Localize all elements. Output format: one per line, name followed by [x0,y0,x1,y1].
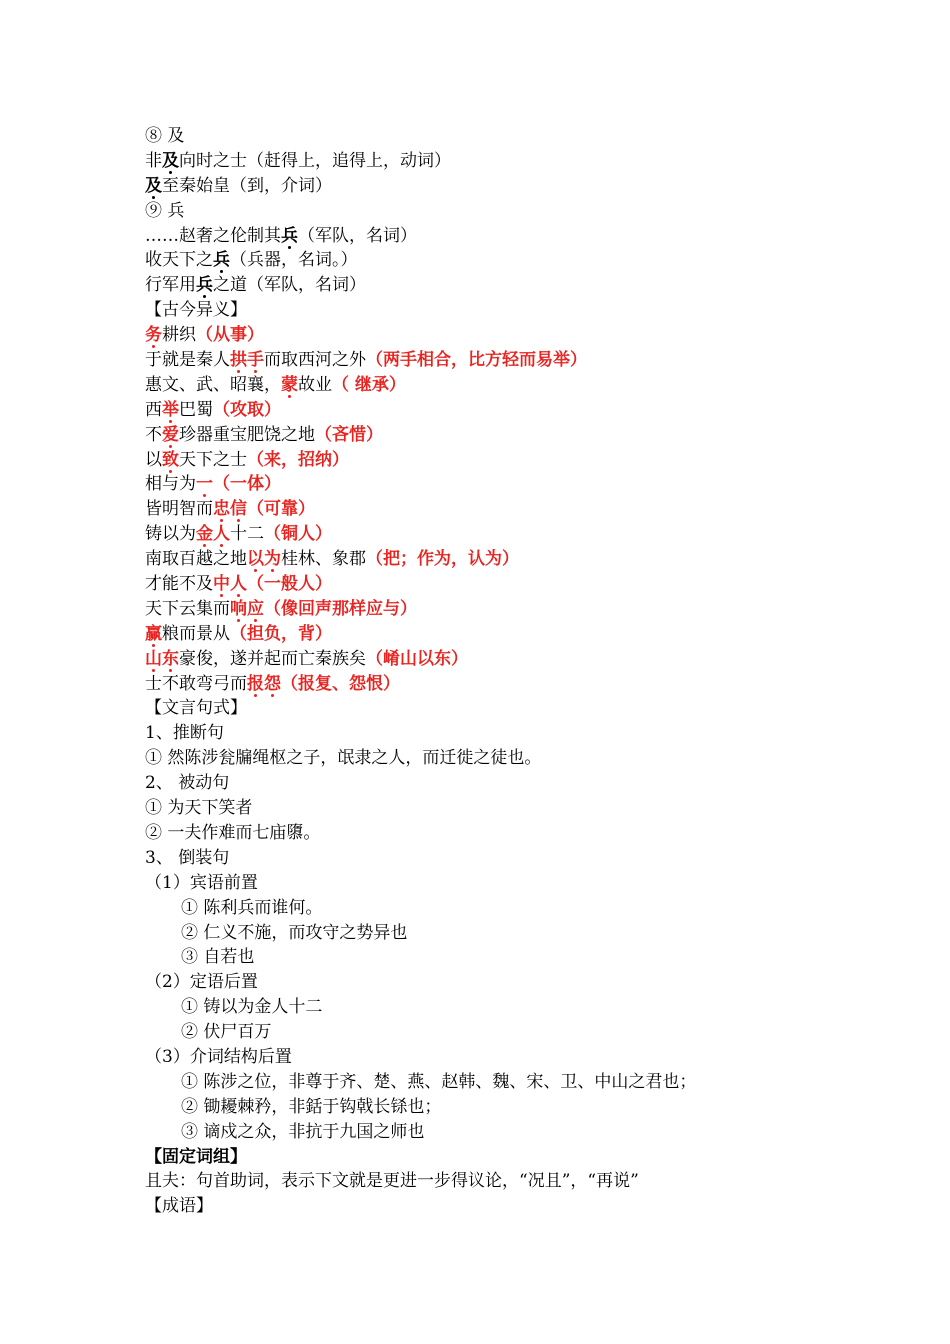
text-segment: 3、 倒装句 [145,847,230,868]
highlight-text: 蒙 [281,374,298,395]
text-line [145,672,925,697]
text-line [145,1194,925,1219]
text-segment: （3）介词结构后置 [145,1046,292,1067]
text-segment: 收天下之 [145,250,213,271]
text-segment: 耕织 [162,325,196,346]
text-segment: ① 陈利兵而谁何。 [181,897,323,918]
text-segment: ③ 谪戍之众，非抗于九国之师也 [181,1121,425,1142]
text-segment: 惠文、武、昭襄， [145,374,281,395]
text-line [145,373,925,398]
text-line [145,796,925,821]
text-line [145,995,925,1020]
text-segment: 之道（军队，名词） [213,275,366,296]
text-segment: 十二 [230,524,264,545]
highlight-text: 报怨 [247,673,281,694]
text-line [145,1095,925,1120]
text-line [145,423,925,448]
text-segment: ① 铸以为金人十二 [181,997,323,1018]
text-segment: 及 [162,150,179,171]
text-line [145,199,925,224]
text-segment: ② 仁义不施，而攻守之势异也 [181,922,408,943]
text-segment: ② 伏尸百万 [181,1022,272,1043]
text-segment: 巴蜀 [179,399,213,420]
text-line [145,1020,925,1045]
highlight-text: 一 [196,474,213,495]
highlight-text: （一体） [213,474,281,495]
text-segment: 铸以为 [145,524,196,545]
highlight-text: （吝惜） [315,424,383,445]
highlight-text: 金人 [196,524,230,545]
text-line [145,821,925,846]
text-segment: 于就是秦人 [145,350,230,371]
highlight-text: （崤山以东） [366,648,468,669]
text-segment: ① 为天下笑者 [145,798,253,819]
document-body [145,124,925,1219]
highlight-text: 响应 [230,598,264,619]
text-segment: ⑧ 及 [145,126,185,146]
highlight-text: （攻取） [213,399,281,420]
text-segment: 【成语】 [145,1196,213,1217]
text-segment: 皆明智而 [145,499,213,520]
highlight-text: 忠信 [213,499,247,520]
text-segment: ……赵奢之伦制其 [145,225,281,246]
text-segment: 天下云集而 [145,598,230,619]
text-segment: 向时之士（赶得上，追得上，动词） [179,150,451,171]
text-line [145,896,925,921]
text-line [145,124,925,149]
text-line [145,572,925,597]
text-line [145,1045,925,1070]
text-segment: 【文言句式】 [145,698,247,719]
text-segment: （1）宾语前置 [145,872,258,893]
text-line [145,746,925,771]
text-line [145,1145,925,1170]
highlight-text: （像回声那样应与） [264,598,417,619]
highlight-text: （铜人） [264,524,332,545]
text-line [145,721,925,746]
text-line [145,448,925,473]
text-line [145,149,925,174]
text-line [145,1070,925,1095]
text-segment: （军队，名词） [298,225,417,246]
text-line [145,846,925,871]
text-segment: 豪俊，遂并起而亡秦族矣 [179,648,366,669]
text-segment: （兵器，名词。） [230,250,358,271]
text-segment: 兵 [196,275,213,296]
highlight-text: （把；作为，认为） [366,549,519,570]
text-segment: 相与为 [145,474,196,495]
highlight-text: （担负，背） [230,623,332,644]
highlight-text: 举 [162,399,179,420]
text-segment: 才能不及 [145,574,213,595]
text-segment: ① 然陈涉瓮牖绳枢之子，氓隶之人，而迁徙之徒也。 [145,748,542,769]
text-line [145,174,925,199]
highlight-text: 中人 [213,574,247,595]
text-line [145,323,925,348]
text-segment: （2）定语后置 [145,972,258,993]
text-segment: ② 一夫作难而七庙隳。 [145,822,321,843]
text-segment: 士不敢弯弓而 [145,673,247,694]
text-segment: 天下之士 [179,449,247,470]
text-segment: 至秦始皇（到，介词） [162,175,332,196]
text-segment: ⑨ 兵 [145,200,185,221]
highlight-text: 山东 [145,648,179,669]
text-line [145,871,925,896]
highlight-text: 爱 [162,424,179,445]
highlight-text: （从事） [196,325,264,346]
text-segment: 兵 [213,250,230,271]
text-segment: 且夫：句首助词，表示下文就是更进一步得议论，“况且”，“再说” [145,1171,639,1192]
text-segment: 行军用 [145,275,196,296]
highlight-text: （一般人） [247,574,332,595]
text-segment: 及 [145,175,162,196]
text-segment: 南取百越之地 [145,549,247,570]
text-line [145,622,925,647]
text-line [145,398,925,423]
text-line [145,597,925,622]
highlight-text: （来，招纳） [247,449,349,470]
text-segment: 西 [145,399,162,420]
text-line [145,921,925,946]
text-segment: ① 陈涉之位，非尊于齐、楚、燕、赵韩、魏、宋、卫、中山之君也； [181,1071,697,1092]
text-segment: 1、推断句 [145,723,224,744]
text-line [145,348,925,373]
highlight-text: （ 继承） [332,374,406,395]
text-line [145,248,925,273]
highlight-text: （报复、怨恨） [281,673,400,694]
highlight-text: （可靠） [247,499,315,520]
text-segment: 以 [145,449,162,470]
text-line [145,696,925,721]
text-line [145,771,925,796]
highlight-text: 务 [145,325,162,346]
text-segment: 桂林、象郡 [281,549,366,570]
text-line [145,224,925,249]
text-segment: 粮而景从 [162,623,230,644]
text-segment: 非 [145,150,162,171]
text-segment: 【古今异义】 [145,300,247,321]
text-line [145,522,925,547]
text-line [145,945,925,970]
text-segment: 不 [145,424,162,445]
highlight-text: 赢 [145,623,162,644]
text-segment: 而取西河之外 [264,350,366,371]
text-segment: 2、 被动句 [145,773,230,794]
text-segment: 故业 [298,374,332,395]
highlight-text: 致 [162,449,179,470]
text-line [145,647,925,672]
text-line [145,273,925,298]
text-line [145,1120,925,1145]
text-line [145,970,925,995]
text-segment: ③ 自若也 [181,947,255,968]
text-line [145,298,925,323]
text-line [145,1169,925,1194]
text-segment: ② 锄耰棘矜，非銛于钩戟长铩也； [181,1096,442,1117]
text-line [145,472,925,497]
text-segment: 【固定词组】 [145,1146,247,1167]
text-line [145,547,925,572]
highlight-text: 以为 [247,549,281,570]
highlight-text: （两手相合，比方轻而易举） [366,350,587,371]
text-segment: 珍器重宝肥饶之地 [179,424,315,445]
text-line [145,497,925,522]
text-segment: 兵 [281,225,298,246]
highlight-text: 拱手 [230,350,264,371]
